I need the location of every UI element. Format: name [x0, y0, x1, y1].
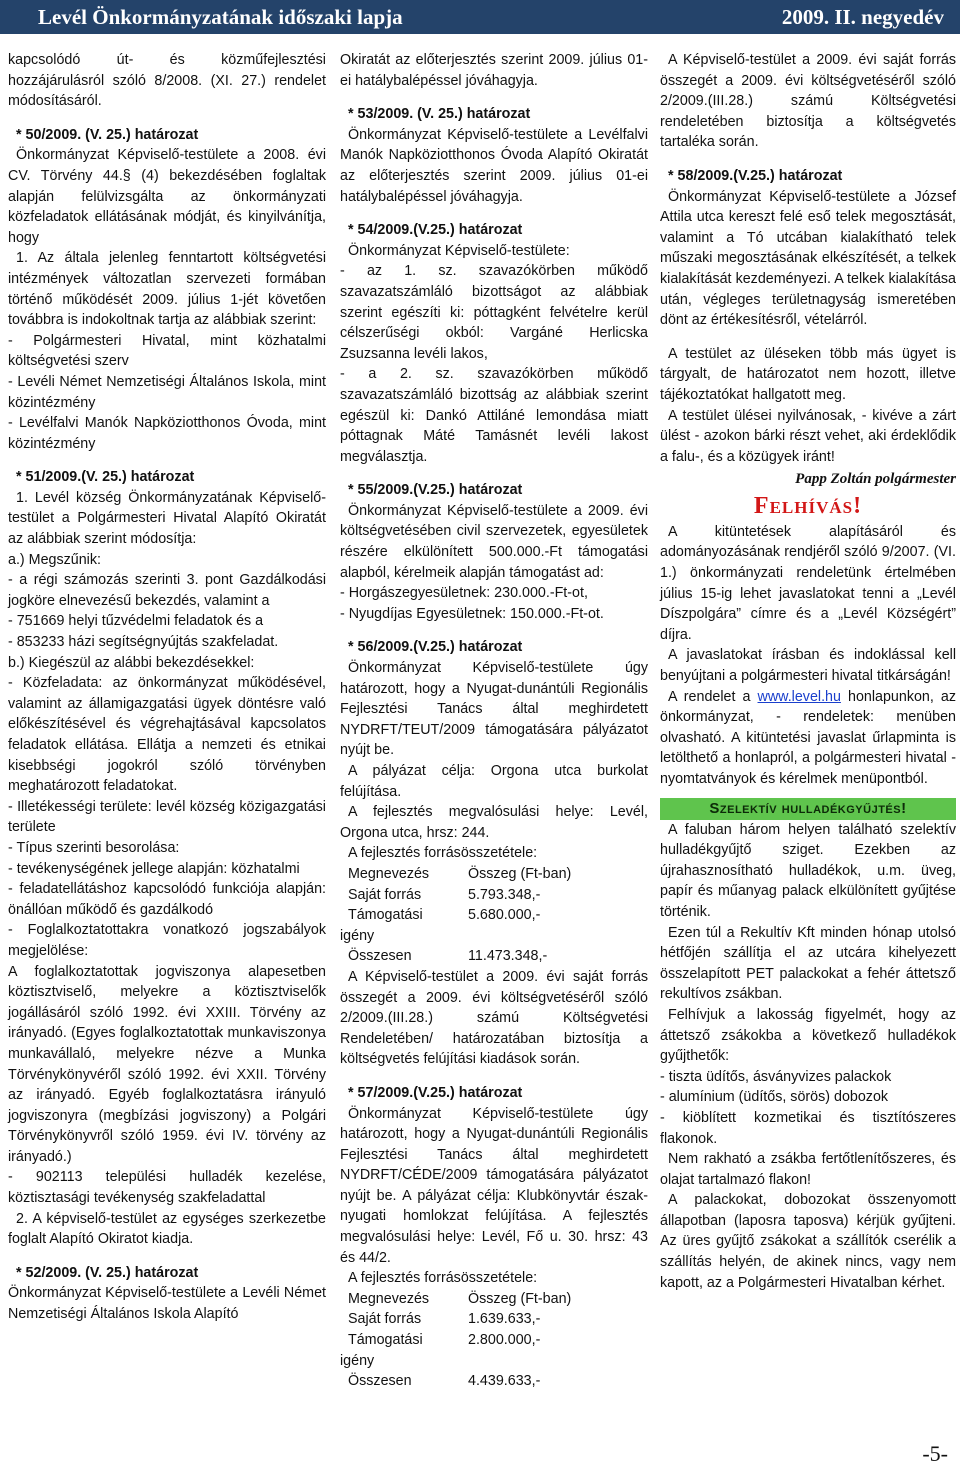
resolution-heading-50: * 50/2009. (V. 25.) határozat: [16, 126, 199, 143]
table-cell: 5.793.348,-: [468, 886, 541, 903]
paragraph: kapcsolódó út- és közműfejlesztési hozzájárulásról szóló 8/2008. (XI. 27.) rendelet módosításáról.: [8, 52, 326, 110]
list-item: - Foglalkoztatottakra vonatkozó jogszabályok megjelölése:: [8, 922, 326, 959]
table-cell: 2.800.000,-: [468, 1332, 541, 1349]
paragraph: Önkormányzat Képviselő-testülete a József Attila utca kereszt felé eső telek megosztását, valamint a Tó utcában kialakítható telek műszaki megosztásának elkészítését, a telkek kialakítását kezdeményezi. A telkek kialakítása után, végleges területnagyság ismeretében dönt az értékesítésről, vételárról.: [660, 188, 956, 329]
paragraph: A Képviselő-testület a 2009. évi saját forrás összegét a 2009. évi költségvetéséről szóló 2/2009.(III.28.) számú Költségvetési rendeletében biztosítja a költségvetés tartaléka során.: [660, 52, 956, 151]
paragraph: Önkormányzat Képviselő-testülete a Levélfalvi Manók Napköziotthonos Óvoda Alapító Okiratát az előterjesztés szerint 2009. július 01-ei hatálybalépéssel jóváhagyja.: [340, 126, 648, 205]
list-item: - Nyugdíjas Egyesületnek: 150.000.-Ft-ot.: [340, 605, 604, 622]
column-3: [660, 50, 956, 1293]
table-cell: Megnevezés: [348, 1290, 430, 1307]
table-cell: 11.473.348,-: [468, 948, 548, 965]
resolution-heading-56: * 56/2009.(V.25.) határozat: [348, 639, 523, 656]
list-item: - 751669 helyi tűzvédelmi feladatok és a: [8, 613, 264, 630]
table-row: [340, 1309, 648, 1330]
funding-table-56: [340, 864, 648, 967]
table-cell: Összesen: [348, 1373, 412, 1390]
table-row: [340, 1330, 648, 1371]
text: honlapunkon, az önkormányzat, - rendeletek: menüben olvasható. A kitüntetési javaslat űrlapminta is letölthető a honlapról, a polgármesteri hivatal - nyomtatványok és kérelmek menüpontból.: [660, 688, 957, 787]
paragraph: Ezen túl a Rekultív Kft minden hónap utolsó hétfőjén szállítja el az utcára kihelyezett összelapított PET palackokat a fehér áttetsző rekultívos zsákban.: [660, 924, 956, 1003]
text: A rendelet a: [668, 688, 758, 705]
newspaper-title: Levél Önkormányzatának időszaki lapja: [38, 5, 403, 29]
list-item: - Illetékességi területe: levél község közigazgatási területe: [8, 798, 326, 836]
paragraph: a.) Megszűnik:: [8, 551, 101, 568]
table-cell: Összesen: [348, 948, 412, 965]
paragraph: A testület ülései nyilvánosak, - kivéve a zárt ülést - azokon bárki részt vehet, aki érdeklődik a falu-, és a közügyek iránt!: [660, 407, 956, 465]
page-header: [0, 0, 960, 34]
list-item: - Levéli Német Nemzetiségi Általános Iskola, mint közintézmény: [8, 373, 326, 411]
list-item: - feladatellátáshoz kapcsolódó funkciója alapján: önállóan működő és gazdálkodó: [8, 881, 326, 918]
mayor-signature: Papp Zoltán polgármester: [795, 471, 956, 488]
website-link[interactable]: www.level.hu: [757, 688, 841, 705]
paragraph: Önkormányzat Képviselő-testülete a 2008. évi CV. Törvény 44.§ (4) bekezdésében foglaltak alapján felülvizsgálta az önkormányzati közfeladatok ellátásának módját, és kinyilvánítja, hogy: [8, 147, 326, 246]
paragraph: Önkormányzat Képviselő-testülete a Levéli Német Nemzetiségi Általános Iskola Alapító: [8, 1285, 326, 1323]
recycling-heading: Szelektív hulladékgyűjtés!: [660, 798, 956, 820]
list-item: - a régi számozás szerinti 3. pont Gazdálkodási jogköre elnevezésű bekezdés, valamint a: [8, 572, 326, 609]
paragraph: b.) Kiegészül az alábbi bekezdésekkel:: [8, 654, 255, 671]
paragraph: Nem rakható a zsákba fertőtlenítőszeres, és olajat tartalmazó flakon!: [660, 1151, 956, 1188]
table-row: [340, 905, 648, 946]
paragraph: Felhívjuk a lakosság figyelmét, hogy az áttetsző zsákokba a következő hulladékok gyűjthetők:: [660, 1006, 956, 1065]
paragraph: A pályázat célja: Orgona utca burkolat felújítása.: [340, 763, 648, 800]
column-2: [340, 50, 648, 1392]
table-row: [340, 885, 648, 906]
list-item: - Polgármesteri Hivatal, mint közhatalmi költségvetési szerv: [8, 332, 326, 370]
table-row: [340, 946, 648, 967]
paragraph: A fejlesztés forrásösszetétele:: [348, 845, 538, 862]
table-cell: 1.639.633,-: [468, 1311, 541, 1328]
paragraph: Önkormányzat Képviselő-testülete a 2009. évi költségvetésében civil szervezetek, egyesületek részére elkülönített 500.000.-Ft támogatási alapból, kérelmeik alapján támogatást ad:: [340, 502, 648, 581]
resolution-heading-54: * 54/2009.(V.25.) határozat: [348, 222, 523, 239]
list-item: - tevékenységének jellege alapján: közhatalmi: [8, 860, 300, 877]
table-cell: Támogatási igény: [340, 907, 423, 944]
table-cell: Összeg (Ft-ban): [468, 865, 572, 882]
table-cell: 4.439.633,-: [468, 1373, 541, 1390]
table-row: [340, 1371, 648, 1392]
resolution-heading-55: * 55/2009.(V.25.) határozat: [348, 482, 523, 499]
list-item: - tiszta üdítős, ásványvizes palackok: [660, 1068, 892, 1085]
notice-heading: Felhívás!: [753, 492, 863, 519]
paragraph: - az 1. sz. szavazókörben működő szavazatszámláló bizottságot az alábbiak szerint egészíti ki: póttagként felvételre kerül célszerűségi okból: Vargáné Herlicska Zsuzsanna levéli lakos,: [340, 263, 648, 362]
paragraph: A Képviselő-testület a 2009. évi saját forrás összegét a 2009. évi költségvetéséről szóló 2/2009.(III.28.) számú Költségvetési Rendeletében/ határozatában biztosítja a költségvetés felújítási kiadások során.: [340, 968, 648, 1068]
table-cell: 5.680.000,-: [468, 907, 541, 924]
list-item: - 853233 házi segítségnyújtás szakfeladat.: [8, 634, 279, 651]
page-number: -5-: [922, 1441, 948, 1466]
funding-table-57: [340, 1289, 648, 1392]
resolution-heading-52: * 52/2009. (V. 25.) határozat: [16, 1264, 199, 1281]
list-item: - 902113 települési hulladék kezelése, köztisztasági tevékenység szakfeladattal: [8, 1169, 326, 1207]
issue-label: 2009. II. negyedév: [781, 5, 944, 29]
paragraph: [660, 687, 956, 790]
paragraph: Önkormányzat Képviselő-testülete úgy határozott, hogy a Nyugat-dunántúli Regionális Fejlesztési Tanács által meghirdetett NYDRFT/TEUT/2009 támogatására pályázatot nyújt be.: [340, 660, 648, 759]
paragraph: A fejlesztés megvalósulási helye: Levél, Orgona utca, hrsz: 244.: [340, 804, 648, 841]
paragraph: 1. Levél község Önkormányzatának Képviselő-testület a Polgármesteri Hivatal Alapító Okiratát az alábbiak szerint módosítja:: [8, 489, 326, 548]
table-cell: Megnevezés: [348, 865, 430, 882]
paragraph: A kitüntetések alapításáról és adományozásának rendjéről szóló 9/2007. (VI. 1.) önkormányzati rendeletünk értelmében július 15-ig lehet javaslatokat tenni a „Levél Díszpolgára” címre és a „Levél Községért” díjra.: [660, 523, 956, 643]
list-item: - kiöblített kozmetikai és tisztítószeres flakonok.: [660, 1109, 956, 1147]
table-row: [340, 1289, 648, 1310]
table-cell: Összeg (Ft-ban): [468, 1290, 572, 1307]
paragraph: 2. A képviselő-testület az egységes szerkezetbe foglalt Alapító Okiratot kiadja.: [8, 1210, 326, 1248]
list-item: - alumínium (üdítős, sörös) dobozok: [660, 1089, 889, 1106]
resolution-heading-58: * 58/2009.(V.25.) határozat: [668, 167, 843, 184]
table-row: [340, 864, 648, 885]
table-cell: Saját forrás: [348, 1311, 422, 1328]
resolution-heading-53: * 53/2009. (V. 25.) határozat: [348, 106, 531, 123]
paragraph: A foglalkoztatottak jogviszonya alapesetben köztisztviselő, melyekre a köztisztviselők jogállásáról szóló 1992. évi XXIII. Törvény az irányadó. (Egyes foglalkoztatottak munkaviszonya munkavállaló, melyekre nézve a Munka Törvénykönyvéről szóló 1992. évi XXII. Törvény az irányadó. Egyéb foglalkoztatásra irányuló jogviszonyra (megbízási jogviszony) a Polgári Törvénykönyvről szóló 1959. évi IV. törvény az irányadó.): [8, 963, 326, 1165]
paragraph: A javaslatokat írásban és indoklással kell benyújtani a polgármesteri hivatal titkárságán!: [660, 647, 956, 685]
column-1: [8, 50, 326, 1325]
list-item: - Horgászegyesületnek: 230.000.-Ft-ot,: [340, 585, 588, 602]
paragraph: A palackokat, dobozokat összenyomott állapotban (laposra taposva) kérjük gyűjteni. Az üres gyűjtő zsákokat a szállítók cserélik a szállítás helyén, de akinek nincs, vagy nem kapott, az a Polgármesteri Hivatalban kérhet.: [660, 1192, 956, 1291]
resolution-heading-57: * 57/2009.(V.25.) határozat: [348, 1084, 523, 1101]
table-cell: Saját forrás: [348, 886, 422, 903]
paragraph: A testület az üléseken több más ügyet is tárgyalt, de határozatot nem hozott, illetve tájékoztatókat hallgatott meg.: [660, 345, 956, 403]
paragraph: Okiratát az előterjesztés szerint 2009. július 01-ei hatálybalépéssel jóváhagyja.: [340, 52, 648, 89]
paragraph: Önkormányzat Képviselő-testülete:: [348, 242, 570, 259]
list-item: - Közfeladata: az önkormányzat működésével, valamint az államigazgatási ügyek döntésre való előkészítésével és végrehajtásával kapcsolatos feladatok ellátása. Ellátja a nemzeti és etnikai kisebbségi jogokról szóló törvényben meghatározott feladatokat.: [8, 675, 326, 795]
resolution-heading-51: * 51/2009.(V. 25.) határozat: [16, 469, 195, 486]
paragraph: 1. Az általa jelenleg fenntartott költségvetési intézmények változatlan szervezeti formában történő működését 2009. július 1-jét követően továbbra is indokoltnak tartja az alábbiak szerint:: [8, 250, 326, 329]
paragraph: Önkormányzat Képviselő-testülete úgy határozott, hogy a Nyugat-dunántúli Regionális Fejlesztési Tanács által meghirdetett NYDRFT/CÉDE/2009 támogatására pályázatot nyújt be. A pályázat célja: Klubkönyvtár észak-nyugati homlokzat felújítása. A fejlesztés megvalósulási helye: Levél, Fő u. 30. hrsz: 43 és 44/2.: [340, 1105, 648, 1266]
paragraph: A faluban három helyen található szelektív hulladékgyűjtő sziget. Ezekben az újrahasznosítható hulladékok, u.m. üveg, papír és műanyag palack elkülönített gyűjtése történik.: [660, 821, 956, 920]
table-cell: Támogatási igény: [340, 1332, 423, 1369]
paragraph: - a 2. sz. szavazókörben működő szavazatszámláló bizottság az alábbiak szerint egészül ki: Dankó Attiláné lemondása miatt póttagnak Máté Tamásnét levéli lakost megválasztja.: [340, 366, 648, 465]
list-item: - Típus szerinti besorolása:: [8, 839, 180, 856]
paragraph: A fejlesztés forrásösszetétele:: [348, 1270, 538, 1287]
list-item: - Levélfalvi Manók Napköziotthonos Óvoda, mint közintézmény: [8, 415, 326, 452]
